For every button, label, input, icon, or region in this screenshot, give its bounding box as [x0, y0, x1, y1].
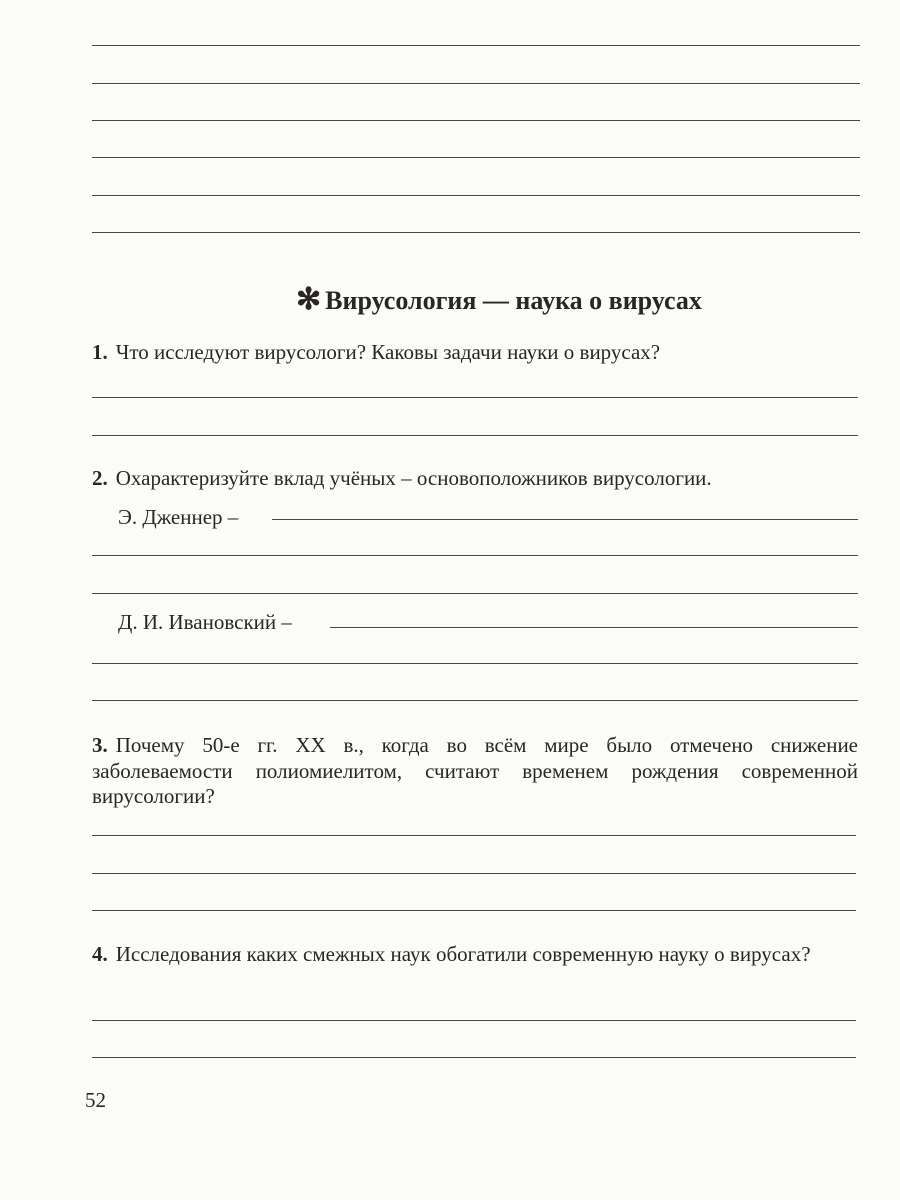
page-number: 52: [85, 1088, 106, 1112]
answer-line[interactable]: [92, 873, 856, 874]
section-heading: [296, 282, 702, 317]
answer-line[interactable]: [92, 435, 858, 436]
scientist-jenner-label: Э. Дженнер –: [118, 505, 239, 529]
answer-line[interactable]: [272, 519, 858, 520]
question-4: 4. Исследования каких смежных наук обогатили современную науку о вирусах?: [92, 942, 811, 966]
answer-line[interactable]: [92, 397, 858, 398]
scientist-ivanovsky-label: Д. И. Ивановский –: [118, 610, 292, 634]
answer-line[interactable]: [92, 555, 858, 556]
section-title: Вирусология — наука о вирусах: [325, 286, 702, 315]
answer-line[interactable]: [92, 1057, 856, 1058]
asterisk-icon: ✻: [296, 283, 322, 316]
question-1: 1. Что исследуют вирусологи? Каковы задачи науки о вирусах?: [92, 340, 661, 364]
answer-line[interactable]: [92, 120, 860, 121]
answer-line[interactable]: [92, 593, 858, 594]
answer-line[interactable]: [92, 835, 856, 836]
answer-line[interactable]: [92, 700, 858, 701]
answer-line[interactable]: [330, 627, 858, 628]
answer-line[interactable]: [92, 910, 856, 911]
answer-line[interactable]: [92, 157, 860, 158]
answer-line[interactable]: [92, 83, 860, 84]
question-3: 3. Почему 50-е гг. XX в., когда во всём мире было отмечено снижение заболеваемости полиомиелитом, считают временем рождения современной вирусологии?: [92, 733, 858, 808]
answer-line[interactable]: [92, 1020, 856, 1021]
answer-line[interactable]: [92, 663, 858, 664]
answer-line[interactable]: [92, 232, 860, 233]
question-2: 2. Охарактеризуйте вклад учёных – основоположников вирусологии.: [92, 466, 712, 490]
answer-line[interactable]: [92, 195, 860, 196]
answer-line[interactable]: [92, 45, 860, 46]
